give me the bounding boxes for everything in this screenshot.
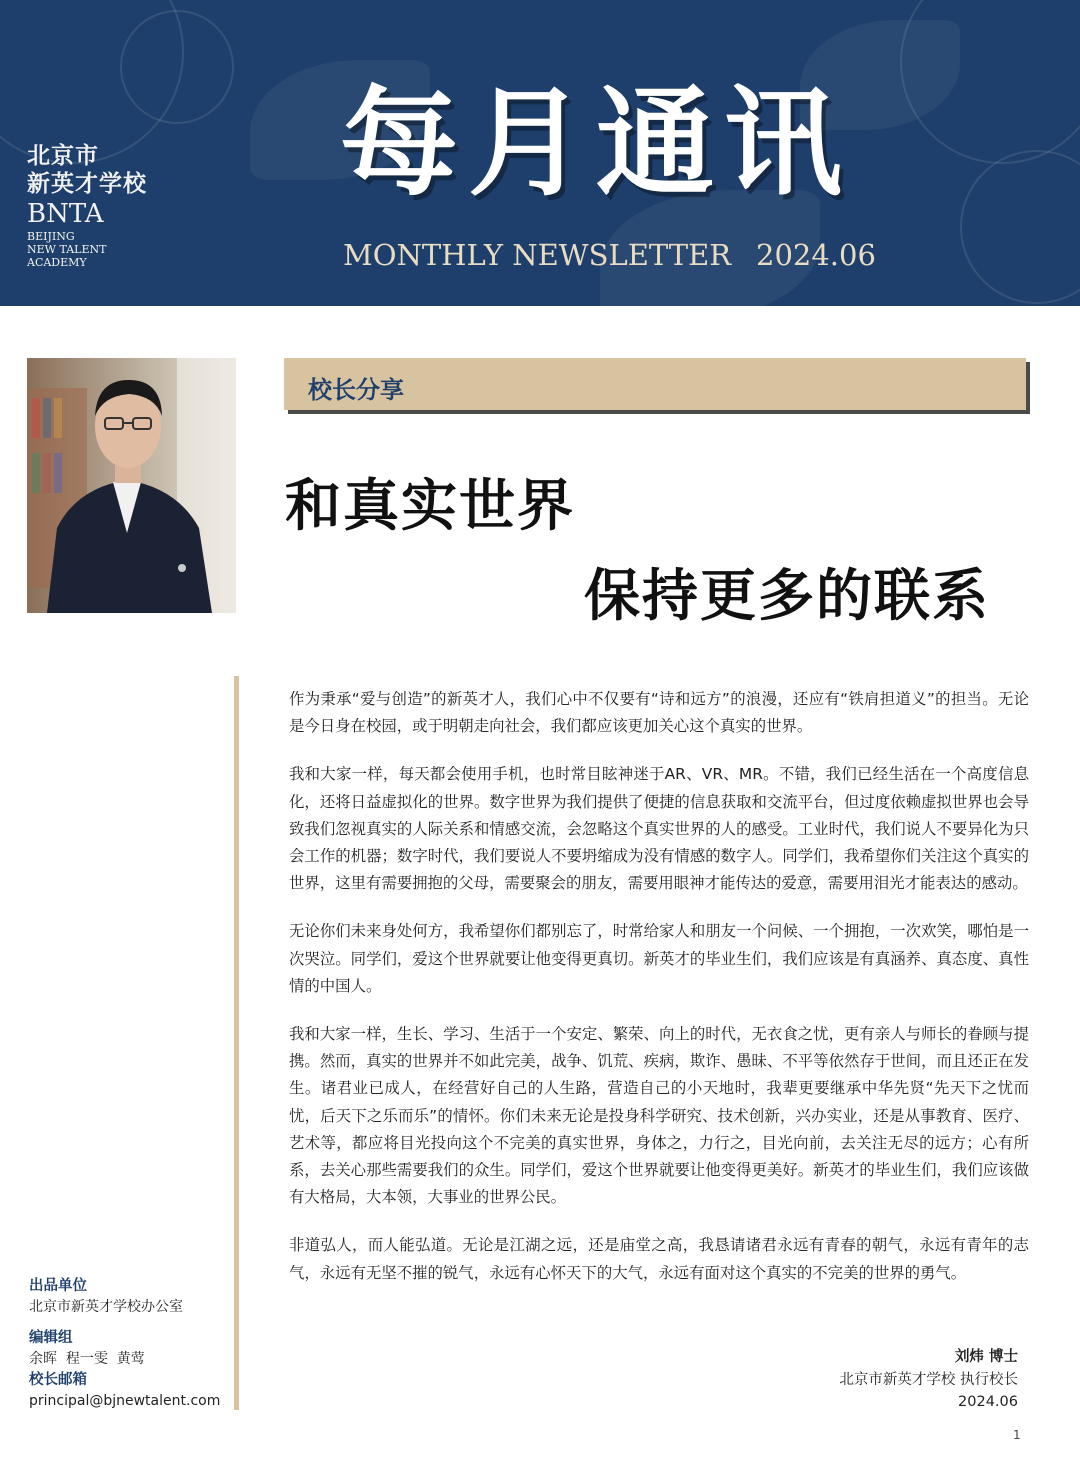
principal-portrait (27, 358, 236, 613)
publisher-value: 北京市新英才学校办公室 (29, 1299, 183, 1315)
page-number: 1 (1013, 1428, 1021, 1442)
signature-title: 北京市新英才学校 执行校长 (839, 1371, 1018, 1388)
signature-name: 刘炜 博士 (954, 1349, 1018, 1365)
article-body (289, 686, 1029, 1308)
section-label: 校长分享 (308, 376, 404, 404)
school-name-cn-line2: 新英才学校 (27, 171, 147, 197)
newsletter-title-en: MONTHLY NEWSLETTER (343, 238, 732, 272)
editors-label: 编辑组 (29, 1330, 73, 1346)
article-paragraph: 无论你们未来身处何方，我希望你们都别忘了，时常给家人和朋友一个问候、一个拥抱，一次欢笑，哪怕是一次哭泣。同学们，爱这个世界就要让他变得更真切。新英才的毕业生们，我们应该是有真涵养、真态度、真性情的中国人。 (289, 922, 1029, 995)
editors-value: 余晖 程一雯 黄莺 (29, 1351, 145, 1367)
school-name-en (27, 230, 106, 269)
headline-line1: 和真实世界 (285, 474, 575, 539)
publisher-label: 出品单位 (29, 1278, 87, 1294)
signature-date: 2024.06 (958, 1394, 1018, 1410)
issue-date: 2024.06 (756, 238, 876, 272)
banner-decoration (120, 10, 234, 124)
portrait-illustration (27, 358, 236, 613)
school-name-cn (27, 142, 147, 198)
school-abbr: BNTA (27, 199, 104, 229)
email-value[interactable]: principal@bjnewtalent.com (29, 1393, 221, 1409)
school-name-en-line2: NEW TALENT (27, 243, 107, 256)
masthead-banner (0, 0, 1080, 306)
school-name-en-line1: BEIJING (27, 230, 75, 243)
school-name-en-line3: ACADEMY (27, 256, 87, 269)
email-label: 校长邮箱 (29, 1372, 87, 1388)
section-header (284, 358, 1026, 410)
signature-block (839, 1346, 1018, 1414)
article-paragraph: 我和大家一样，生长、学习、生活于一个安定、繁荣、向上的时代，无衣食之忧，更有亲人与师长的眷顾与提携。然而，真实的世界并不如此完美，战争、饥荒、疾病，欺诈、愚昧、不平等依然存于世间，而且还正在发生。诸君业已成人，在经营好自己的人生路，营造自己的小天地时，我辈更要继承中华先贤“先天下之忧而忧，后天下之乐而乐”的情怀。你们未来无论是投身科学研究、技术创新，兴办实业，还是从事教育、医疗、艺术等，都应将目光投向这个不完美的真实世界，身体之，力行之，目光向前，去关注无尽的远方；心有所系，去关心那些需要我们的众生。同学们，爱这个世界就要让他变得更美好。新英才的毕业生们，我们应该做有大格局，大本领，大事业的世界公民。 (289, 1025, 1029, 1207)
article-paragraph: 非道弘人，而人能弘道。无论是江湖之远，还是庙堂之高，我恳请诸君永远有青春的朝气，永远有青年的志气，永远有无坚不摧的锐气，永远有心怀天下的大气，永远有面对这个真实的不完美的世界的勇气。 (289, 1236, 1029, 1282)
article-paragraph: 我和大家一样，每天都会使用手机，也时常目眩神迷于AR、VR、MR。不错，我们已经生活在一个高度信息化，还将日益虚拟化的世界。数字世界为我们提供了便捷的信息获取和交流平台，但过度依赖虚拟世界也会导致我们忽视真实的人际关系和情感交流，会忽略这个真实世界的人的感受。工业时代，我们说人不要异化为只会工作的机器；数字时代，我们要说人不要坍缩成为没有情感的数字人。同学们，我希望你们关注这个真实的世界，这里有需要拥抱的父母，需要聚会的朋友，需要用眼神才能传达的爱意，需要用泪光才能表达的感动。 (289, 765, 1029, 893)
credits-block (29, 1276, 234, 1422)
school-name-cn-line1: 北京市 (27, 143, 99, 169)
article-paragraph: 作为秉承“爱与创造”的新英才人，我们心中不仅要有“诗和远方”的浪漫，还应有“铁肩担道义”的担当。无论是今日身在校园，或于明朝走向社会，我们都应该更加关心这个真实的世界。 (289, 690, 1029, 736)
headline-line2: 保持更多的联系 (584, 564, 990, 629)
newsletter-title-cn: 每月通讯 (340, 74, 853, 212)
banner-decoration (960, 150, 1080, 304)
vertical-divider (234, 676, 239, 1410)
